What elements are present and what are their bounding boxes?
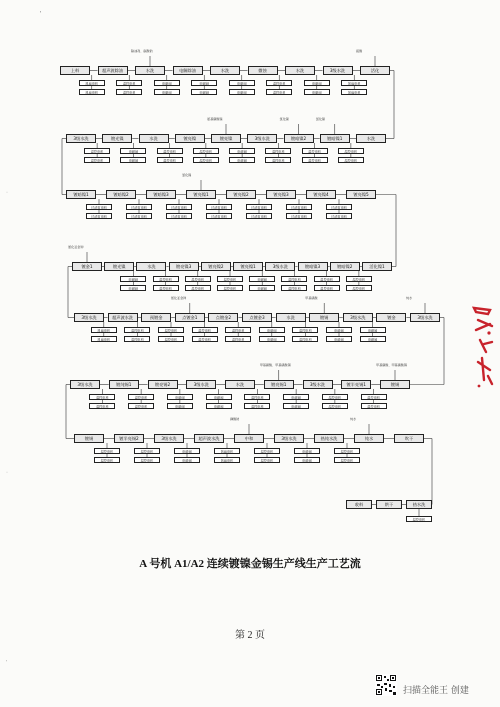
equipment-box: 过滤泵电机 xyxy=(286,204,312,210)
process-step-box: 镀锡 xyxy=(309,313,339,322)
equipment-box: 温控电机 xyxy=(128,394,154,400)
process-step-box: 3级水洗 xyxy=(247,134,277,143)
process-step-box: 3级水洗 xyxy=(186,380,216,389)
process-step-box: 镀半亮锡1 xyxy=(341,380,371,389)
process-step-box: 3级水洗 xyxy=(265,262,295,271)
equipment-box: 温控电机 xyxy=(338,157,364,163)
chemical-note: 氰化亚金钾 xyxy=(68,245,84,249)
process-step-box: 超声波水洗 xyxy=(108,313,138,322)
process-step-box: 镀锡 xyxy=(380,380,410,389)
equipment-box: 温控电机 xyxy=(334,448,360,454)
equipment-box: 温控电机 xyxy=(157,148,183,154)
chemical-note: 硫酸 xyxy=(356,49,363,53)
process-step-box: 预镀金 xyxy=(141,313,171,322)
equipment-box: 电磁阀 xyxy=(259,336,285,342)
equipment-box: 温控电机 xyxy=(302,157,328,163)
equipment-box: 温控电机 xyxy=(128,403,154,409)
equipment-box: 温控电机 xyxy=(157,157,183,163)
process-step-box: 水洗 xyxy=(210,66,240,75)
equipment-box: 过滤泵电机 xyxy=(86,213,112,219)
equipment-box: 电磁阀 xyxy=(229,148,255,154)
process-step-box: 烘干 xyxy=(376,500,402,509)
process-step-box: 镀光镍 xyxy=(102,134,132,143)
equipment-box: 电磁阀 xyxy=(326,336,352,342)
equipment-box: 电磁阀 xyxy=(249,276,275,282)
equipment-box: 温控电机 xyxy=(217,285,243,291)
process-step-box: 点镀金1 xyxy=(175,313,205,322)
process-step-box: 3级水洗 xyxy=(154,434,184,443)
equipment-box: 风扇电机 xyxy=(214,457,240,463)
process-step-box: 镀亮镍3 xyxy=(266,190,296,199)
equipment-box: 风扇电机 xyxy=(341,80,367,86)
chemical-note: 氰化亚金钾 xyxy=(170,296,187,300)
equipment-box: 过滤泵电机 xyxy=(166,213,192,219)
process-step-box: 收料 xyxy=(346,500,372,509)
equipment-box: 温控电机 xyxy=(254,457,280,463)
chemical-note: 氯化镍 xyxy=(279,117,289,121)
equipment-box: 电磁阀 xyxy=(326,327,352,333)
equipment-box: 风扇电机 xyxy=(91,336,117,342)
equipment-box: 温控电机 xyxy=(265,148,291,154)
equipment-box: 温控电机 xyxy=(361,394,387,400)
equipment-box: 温控电机 xyxy=(281,285,307,291)
equipment-box: 电磁阀 xyxy=(154,89,180,95)
equipment-box: 电磁阀 xyxy=(249,285,275,291)
equipment-box: 温控电机 xyxy=(292,327,318,333)
equipment-box: 电磁阀 xyxy=(229,89,255,95)
equipment-box: 电磁阀 xyxy=(167,394,193,400)
chemical-note: 纯水 xyxy=(350,417,357,421)
equipment-box: 过滤泵电机 xyxy=(246,204,272,210)
equipment-box: 温控电机 xyxy=(192,336,218,342)
equipment-box: 温控电机 xyxy=(322,394,348,400)
equipment-box: 温控电机 xyxy=(254,448,280,454)
equipment-box: 电磁阀 xyxy=(304,80,330,86)
red-handwritten-mark xyxy=(470,300,496,390)
equipment-box: 过滤泵电机 xyxy=(166,204,192,210)
process-step-box: 镀暗镍1 xyxy=(66,190,96,199)
equipment-box: 温控电机 xyxy=(192,327,218,333)
equipment-box: 过滤泵电机 xyxy=(206,204,232,210)
process-step-box: 3级水洗 xyxy=(303,380,333,389)
equipment-box: 电磁阀 xyxy=(167,403,193,409)
page-number: 第 2 页 xyxy=(235,630,265,641)
equipment-box: 温控电机 xyxy=(153,285,179,291)
process-step-box: 活化镍1 xyxy=(362,262,392,271)
equipment-box: 过滤泵电机 xyxy=(326,204,352,210)
process-step-box: 电解除油 xyxy=(173,66,203,75)
equipment-box: 温控电机 xyxy=(266,80,292,86)
process-step-box: 镀金 xyxy=(376,313,406,322)
equipment-box: 电磁阀 xyxy=(259,327,285,333)
equipment-box: 过滤泵电机 xyxy=(86,204,112,210)
process-step-box: 水洗 xyxy=(356,134,386,143)
equipment-box: 电磁阀 xyxy=(191,89,217,95)
process-step-box: 镀暗镍3 xyxy=(298,262,328,271)
equipment-box: 风扇电机 xyxy=(79,80,105,86)
equipment-box: 温控电机 xyxy=(158,336,184,342)
equipment-box: 温控电机 xyxy=(338,148,364,154)
chemical-note: 除油剂、碳酸钠 xyxy=(131,49,153,53)
process-step-box: 镀暗镍2 xyxy=(330,262,360,271)
qr-code-icon xyxy=(375,674,397,696)
equipment-box: 风扇电机 xyxy=(341,89,367,95)
process-step-box: 超声波除油 xyxy=(98,66,128,75)
equipment-box: 电磁阀 xyxy=(174,457,200,463)
equipment-box: 温控电机 xyxy=(302,148,328,154)
process-step-box: 3级水洗 xyxy=(343,313,373,322)
scan-edge-mark: ' xyxy=(6,660,8,666)
process-step-box: 3级水洗 xyxy=(70,380,100,389)
equipment-box: 过滤泵电机 xyxy=(126,204,152,210)
chemical-note: 氯化镍 xyxy=(182,173,192,177)
process-step-box: 镀暗镍1 xyxy=(320,134,350,143)
scan-edge-mark: · xyxy=(6,470,8,476)
process-step-box: 镀亮锡2 xyxy=(148,380,178,389)
chemical-note: 甲基磺酸、甲基磺酸锡 xyxy=(376,363,407,367)
process-step-box: 镀锡 xyxy=(74,434,104,443)
equipment-box: 过滤泵电机 xyxy=(286,213,312,219)
chemical-note: 磷酸钠 xyxy=(230,417,240,421)
equipment-box: 温控电机 xyxy=(124,327,150,333)
process-step-box: 镀亮镍4 xyxy=(306,190,336,199)
process-step-box: 纯水 xyxy=(354,434,384,443)
process-step-box: 3级水洗 xyxy=(274,434,304,443)
chemical-note: 氯化镍 xyxy=(315,117,326,121)
diagram-caption: A 号机 A1/A2 连续镀镍金锡生产线生产工艺流 xyxy=(139,558,361,570)
process-step-box: 吹干 xyxy=(394,434,424,443)
chemical-note: 氨基磺酸镍 xyxy=(207,117,223,121)
equipment-box: 温控电机 xyxy=(322,403,348,409)
equipment-box: 温控电机 xyxy=(361,403,387,409)
equipment-box: 温控电机 xyxy=(244,403,270,409)
equipment-box: 电磁阀 xyxy=(206,394,232,400)
chemical-note: 纯水 xyxy=(406,296,413,300)
process-step-box: 镀暗镍2 xyxy=(284,134,314,143)
equipment-box: 电磁阀 xyxy=(120,276,146,282)
process-step-box: 镀光镍 xyxy=(104,262,134,271)
process-step-box: 镀半亮锡2 xyxy=(114,434,144,443)
equipment-box: 电磁阀 xyxy=(294,448,320,454)
equipment-box: 过滤泵电机 xyxy=(326,213,352,219)
equipment-box: 电磁阀 xyxy=(229,80,255,86)
chemical-note: 甲基磺酸 xyxy=(305,296,318,300)
equipment-box: 电磁阀 xyxy=(304,89,330,95)
process-step-box: 镀金1 xyxy=(72,262,102,271)
process-step-box: 3级水洗 xyxy=(66,134,96,143)
chemical-note: 甲基磺酸、甲基磺酸锡 xyxy=(259,363,291,367)
equipment-box: 温控电机 xyxy=(153,276,179,282)
process-step-box: 镀亮锡1 xyxy=(264,380,294,389)
equipment-box: 温控电机 xyxy=(281,276,307,282)
equipment-box: 温控电机 xyxy=(314,276,340,282)
equipment-box: 风扇电机 xyxy=(91,327,117,333)
equipment-box: 温控电机 xyxy=(225,336,251,342)
process-step-box: 镀暗镍3 xyxy=(146,190,176,199)
equipment-box: 温控电机 xyxy=(193,157,219,163)
equipment-box: 温控电机 xyxy=(116,80,142,86)
equipment-box: 电磁阀 xyxy=(191,80,217,86)
process-step-box: 3级水洗 xyxy=(74,313,104,322)
equipment-box: 过滤泵电机 xyxy=(126,213,152,219)
process-step-box: 3级水洗 xyxy=(410,313,440,322)
process-step-box: 镀亮镍1 xyxy=(233,262,263,271)
process-step-box: 水洗 xyxy=(139,134,169,143)
equipment-box: 温控电机 xyxy=(84,148,110,154)
process-step-box: 活化 xyxy=(360,66,390,75)
equipment-box: 温控电机 xyxy=(116,89,142,95)
equipment-box: 温控电机 xyxy=(217,276,243,282)
corner-mark: ' xyxy=(40,10,42,18)
process-step-box: 3级水洗 xyxy=(323,66,353,75)
process-step-box: 水洗 xyxy=(285,66,315,75)
equipment-box: 温控电机 xyxy=(124,336,150,342)
equipment-box: 温控电机 xyxy=(244,394,270,400)
equipment-box: 温控电机 xyxy=(225,327,251,333)
process-step-box: 镀亮镍2 xyxy=(226,190,256,199)
equipment-box: 温控电机 xyxy=(346,276,372,282)
equipment-box: 温控电机 xyxy=(94,448,120,454)
process-step-box: 超声波水洗 xyxy=(194,434,224,443)
equipment-box: 电磁阀 xyxy=(154,80,180,86)
process-step-box: 水洗 xyxy=(276,313,306,322)
equipment-box: 温控电机 xyxy=(314,285,340,291)
process-step-box: 镀亮镍1 xyxy=(186,190,216,199)
equipment-box: 电磁阀 xyxy=(294,457,320,463)
equipment-box: 温控电机 xyxy=(185,276,211,282)
process-step-box: 热水洗 xyxy=(406,500,432,509)
equipment-box: 风扇电机 xyxy=(214,448,240,454)
equipment-box: 温控电机 xyxy=(193,148,219,154)
equipment-box: 温控电机 xyxy=(346,285,372,291)
equipment-box: 风扇电机 xyxy=(79,89,105,95)
equipment-box: 温控电机 xyxy=(89,403,115,409)
equipment-box: 电磁阀 xyxy=(120,148,146,154)
process-step-box: 点镀金2 xyxy=(208,313,238,322)
process-step-box: 镀亮镍5 xyxy=(346,190,376,199)
equipment-box: 温控电机 xyxy=(84,157,110,163)
process-step-box: 镀亮镍 xyxy=(175,134,205,143)
equipment-box: 过滤泵电机 xyxy=(206,213,232,219)
process-step-box: 镀亮镍 xyxy=(211,134,241,143)
scan-edge-mark: · xyxy=(6,190,8,196)
equipment-box: 电磁阀 xyxy=(360,336,386,342)
process-step-box: 微蚀 xyxy=(248,66,278,75)
process-step-box: 镀暗镍2 xyxy=(106,190,136,199)
equipment-box: 温控电机 xyxy=(134,448,160,454)
equipment-box: 电磁阀 xyxy=(206,403,232,409)
equipment-box: 温控电机 xyxy=(292,336,318,342)
equipment-box: 电磁阀 xyxy=(229,157,255,163)
equipment-box: 温控电机 xyxy=(185,285,211,291)
process-step-box: 热纯水洗 xyxy=(314,434,344,443)
equipment-box: 过滤泵电机 xyxy=(246,213,272,219)
equipment-box: 温控电机 xyxy=(334,457,360,463)
equipment-box: 温控电机 xyxy=(134,457,160,463)
process-step-box: 中和 xyxy=(234,434,264,443)
process-step-box: 镀亮镍3 xyxy=(169,262,199,271)
equipment-box: 温控电机 xyxy=(158,327,184,333)
equipment-box: 温控电机 xyxy=(265,157,291,163)
process-step-box: 水洗 xyxy=(136,262,166,271)
scanner-watermark: 扫描全能王 创建 xyxy=(403,686,469,696)
process-step-box: 镀纯锡1 xyxy=(109,380,139,389)
process-step-box: 上料 xyxy=(60,66,90,75)
equipment-box: 电磁阀 xyxy=(283,394,309,400)
equipment-box: 电磁阀 xyxy=(120,157,146,163)
equipment-box: 温控电机 xyxy=(406,516,432,522)
process-step-box: 镀亮镍2 xyxy=(201,262,231,271)
equipment-box: 电磁阀 xyxy=(283,403,309,409)
process-step-box: 水洗 xyxy=(135,66,165,75)
equipment-box: 温控电机 xyxy=(89,394,115,400)
process-step-box: 水洗 xyxy=(225,380,255,389)
equipment-box: 电磁阀 xyxy=(174,448,200,454)
equipment-box: 温控电机 xyxy=(266,89,292,95)
process-step-box: 点镀金3 xyxy=(242,313,272,322)
equipment-box: 电磁阀 xyxy=(360,327,386,333)
equipment-box: 电磁阀 xyxy=(120,285,146,291)
equipment-box: 温控电机 xyxy=(94,457,120,463)
